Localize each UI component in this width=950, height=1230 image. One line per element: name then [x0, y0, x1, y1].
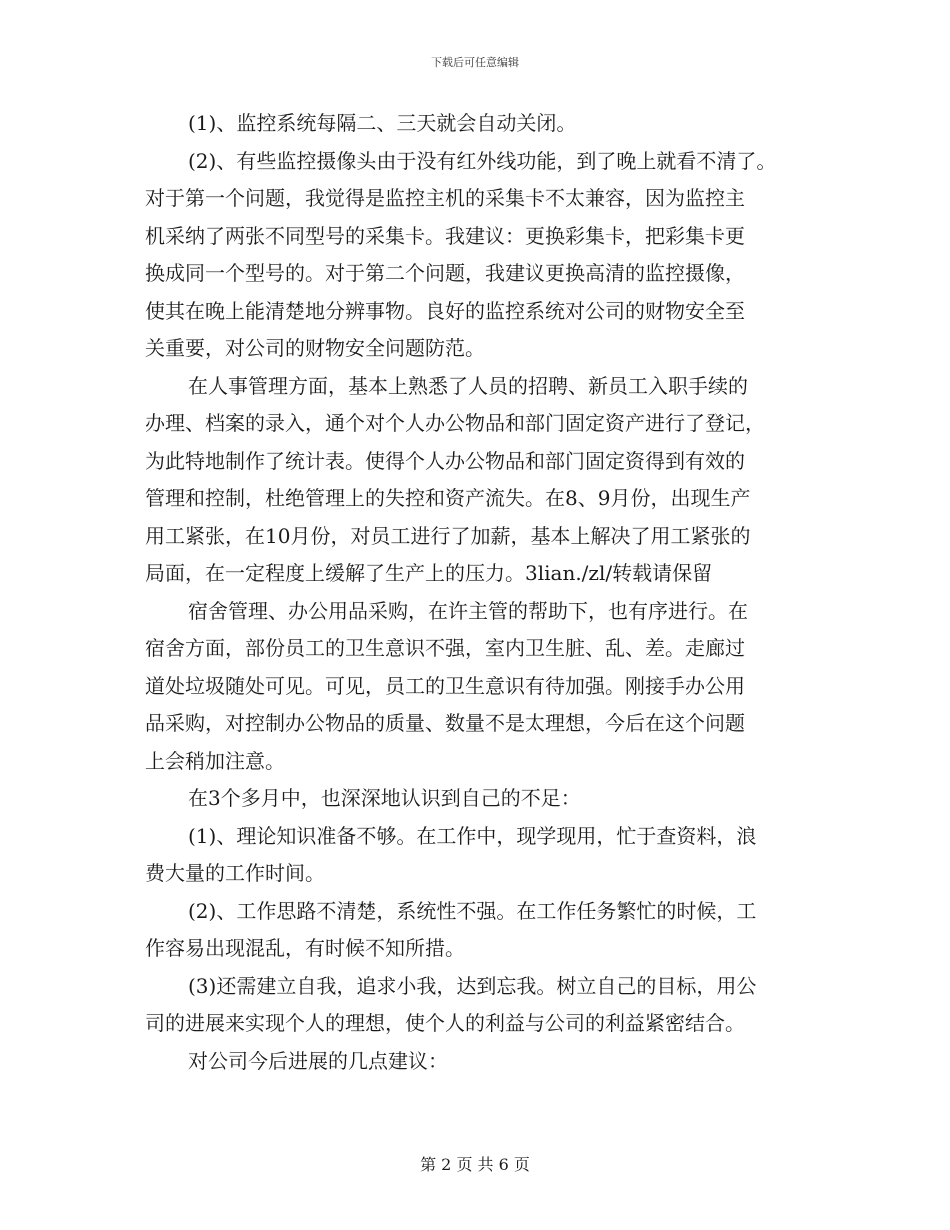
text-line: 局面，在一定程度上缓解了生产上的压力。3lian./zl/转载请保留 [145, 561, 713, 585]
text-line: 作容易出现混乱，有时候不知所措。 [145, 936, 465, 960]
text-line: (2)、工作思路不清楚，系统性不强。在工作任务繁忙的时候，工 [188, 898, 757, 923]
text-line: (1)、监控系统每隔二、三天就会自动关闭。 [188, 111, 577, 135]
text-line: 上会稍加注意。 [145, 748, 285, 773]
text-line: 使其在晚上能清楚地分辨事物。良好的监控系统对公司的财物安全至 [145, 298, 745, 323]
text-line: 在3个多月中，也深深地认识到自己的不足： [188, 786, 581, 810]
text-line: 在人事管理方面，基本上熟悉了人员的招聘、新员工入职手续的 [188, 373, 748, 398]
document-body [145, 105, 825, 1080]
text-line: (2)、有些监控摄像头由于没有红外线功能，到了晚上就看不清了。 [188, 148, 777, 173]
text-line: 用工紧张，在10月份，对员工进行了加薪，基本上解决了用工紧张的 [145, 523, 751, 548]
page-header: 下载后可任意编辑 [431, 56, 519, 69]
text-line: 对于第一个问题，我觉得是监控主机的采集卡不太兼容，因为监控主 [145, 186, 745, 210]
text-line: 司的进展来实现个人的理想，使个人的利益与公司的利益紧密结合。 [145, 1011, 745, 1035]
text-line: 关重要，对公司的财物安全问题防范。 [145, 336, 485, 360]
text-line: (1)、理论知识准备不够。在工作中，现学现用，忙于查资料，浪 [188, 823, 757, 848]
text-line: 费大量的工作时间。 [145, 861, 325, 885]
paragraph-dormitory-purchasing [145, 593, 825, 781]
text-line: 品采购，对控制办公物品的质量、数量不是太理想，今后在这个问题 [145, 711, 745, 735]
paragraph-monitoring-issues [145, 105, 825, 368]
text-line: 对公司今后进展的几点建议： [188, 1048, 448, 1073]
text-line: 办理、档案的录入，通个对个人办公物品和部门固定资产进行了登记， [145, 411, 765, 435]
paragraph-suggestions [145, 1043, 825, 1081]
paragraph-hr-management [145, 368, 825, 593]
text-line: 为此特地制作了统计表。使得个人办公物品和部门固定资得到有效的 [145, 448, 745, 473]
text-line: 管理和控制，杜绝管理上的失控和资产流失。在8、9月份，出现生产 [145, 486, 751, 510]
paragraph-shortcomings [145, 780, 825, 1043]
text-line: 宿舍管理、办公用品采购，在许主管的帮助下，也有序进行。在 [188, 598, 748, 623]
text-line: 换成同一个型号的。对于第二个问题，我建议更换高清的监控摄像， [145, 261, 745, 285]
text-line: (3)还需建立自我，追求小我，达到忘我。树立自己的目标，用公 [188, 973, 757, 998]
text-line: 宿舍方面，部份员工的卫生意识不强，室内卫生脏、乱、差。走廊过 [145, 636, 745, 660]
text-line: 道处垃圾随处可见。可见，员工的卫生意识有待加强。刚接手办公用 [145, 673, 745, 698]
page-number: 第 2 页 共 6 页 [420, 1155, 530, 1174]
text-line: 机采纳了两张不同型号的采集卡。我建议：更换彩集卡，把彩集卡更 [145, 223, 745, 248]
